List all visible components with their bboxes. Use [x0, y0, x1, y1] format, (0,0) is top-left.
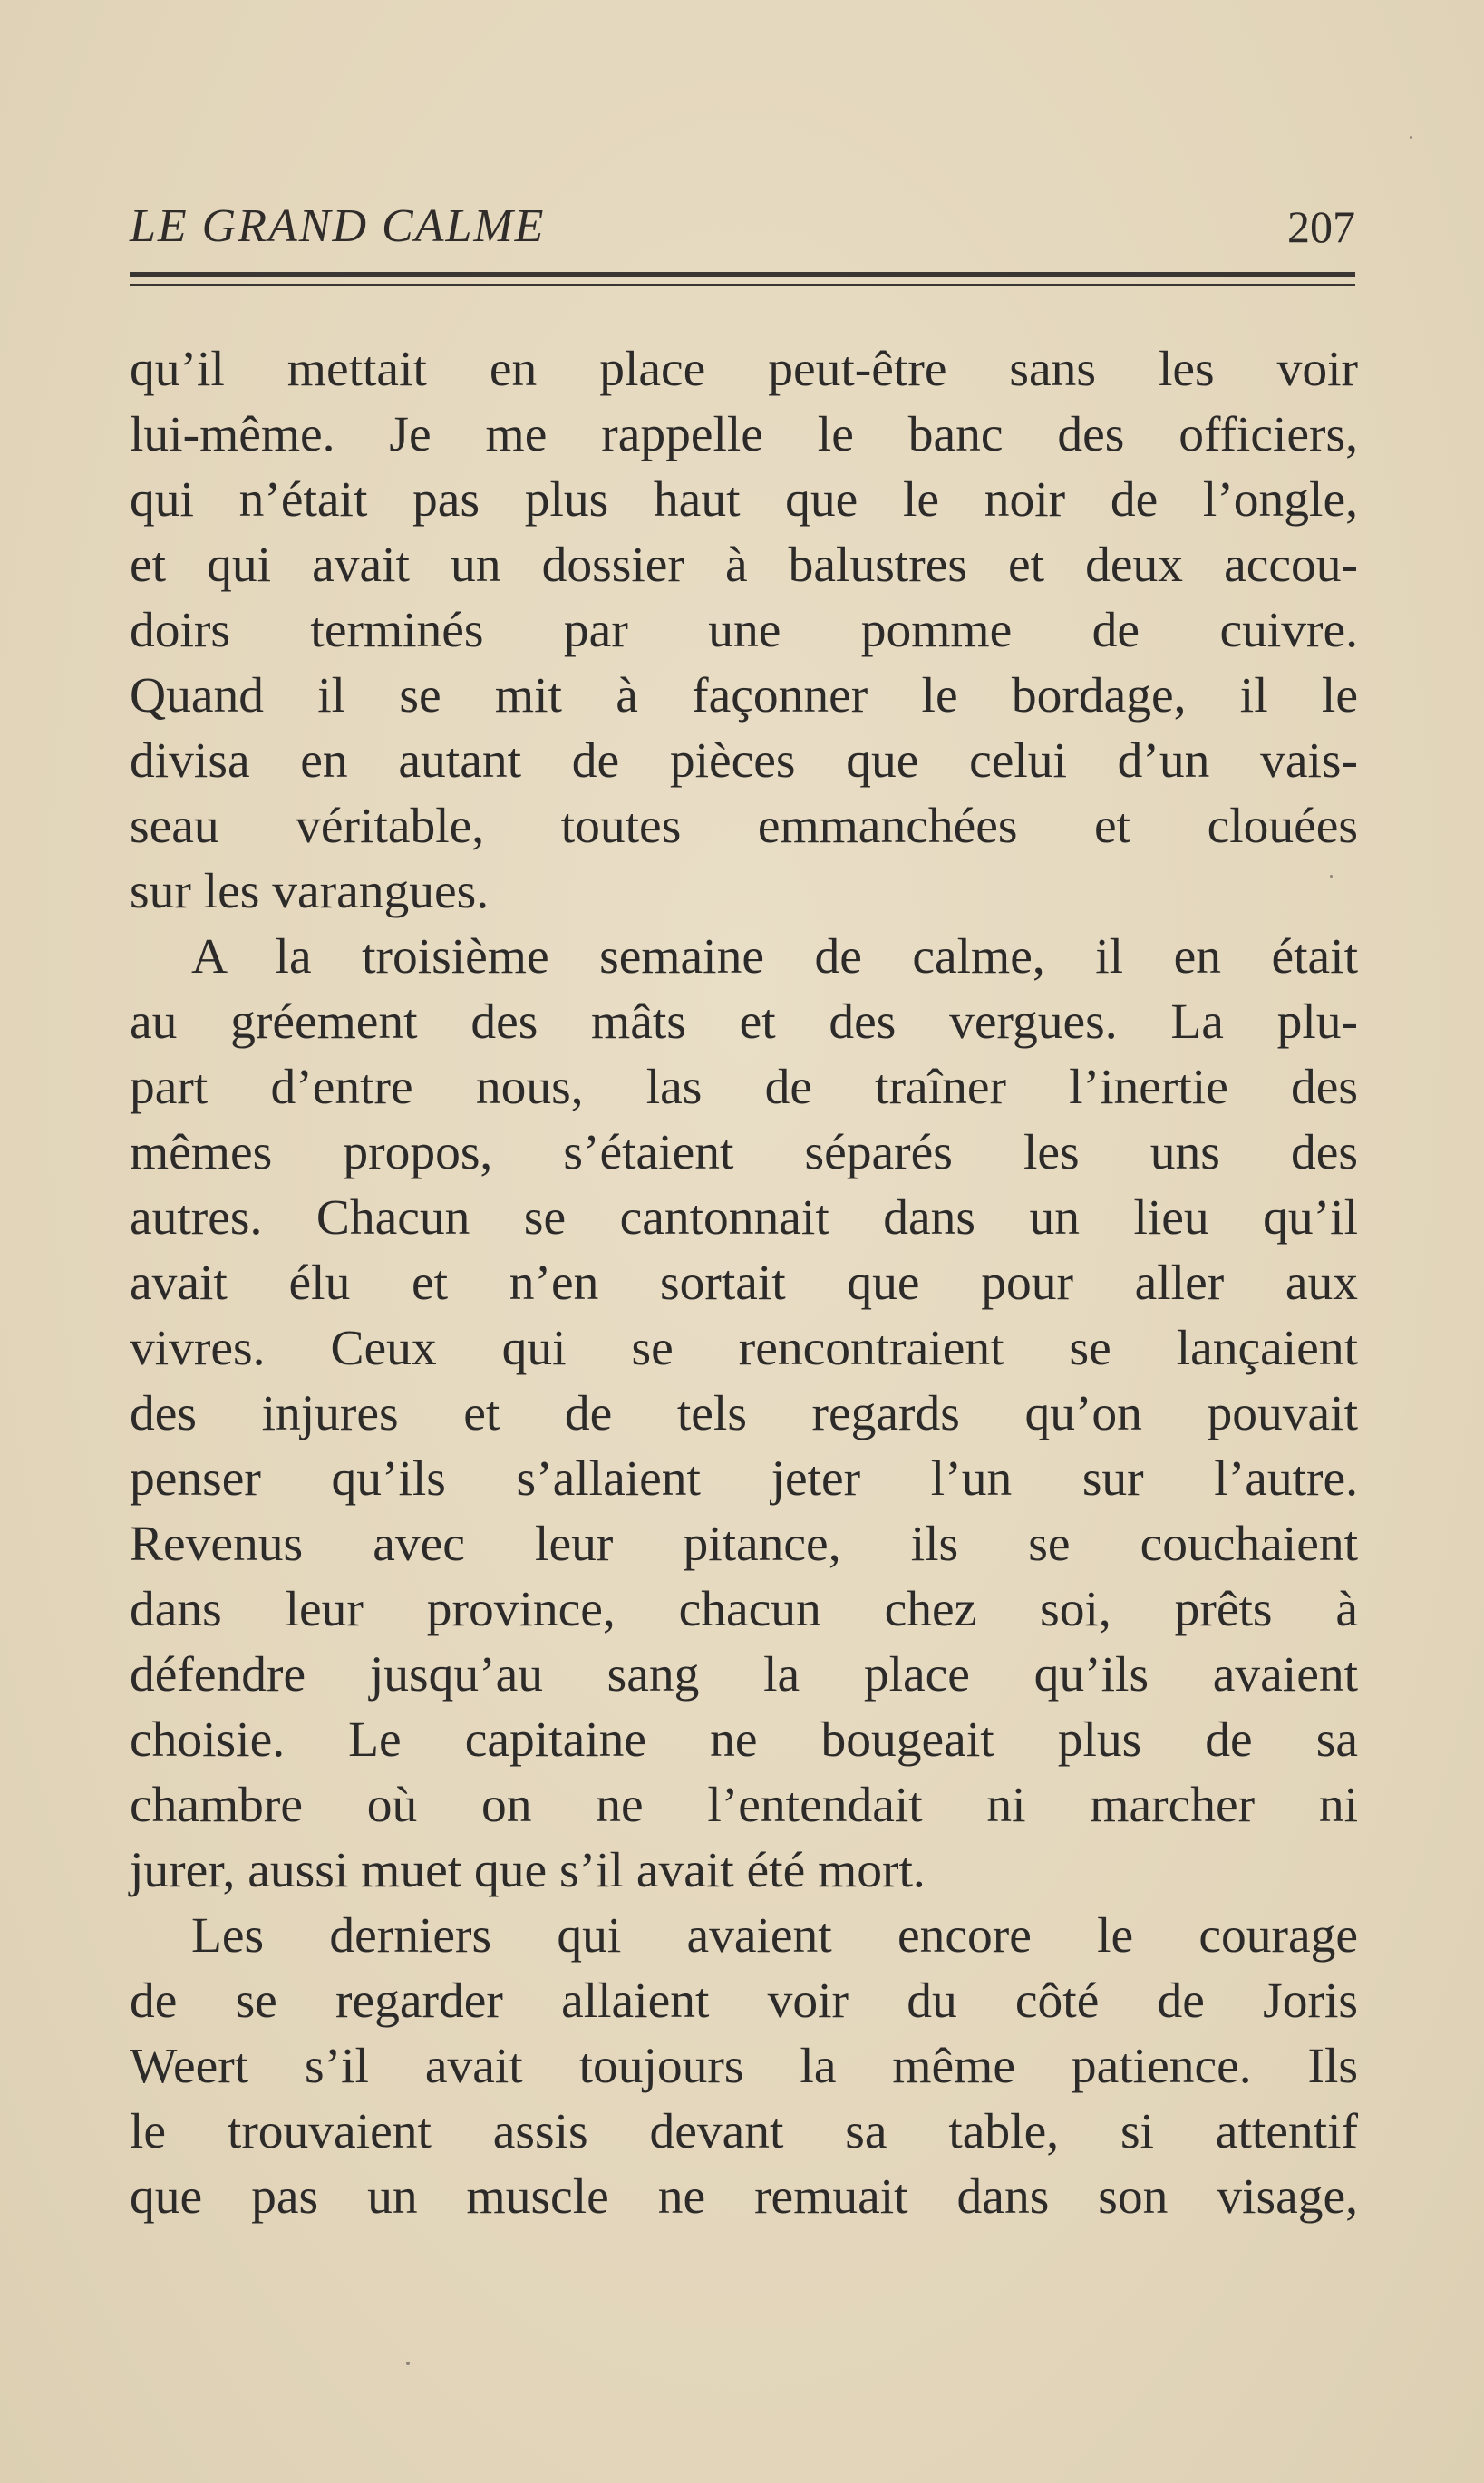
text-line: choisie. Le capitaine ne bougeait plus de sa	[130, 1712, 1358, 1768]
header-rule-thin	[130, 284, 1355, 286]
text-line: dans leur province, chacun chez soi, prêts à	[130, 1582, 1358, 1637]
text-line: Les derniers qui avaient encore le courage	[191, 1908, 1358, 1964]
text-line: A la troisième semaine de calme, il en était	[191, 929, 1358, 984]
text-line: des injures et de tels regards qu’on pouvait	[130, 1386, 1358, 1441]
text-line: de se regarder allaient voir du côté de Joris	[130, 1974, 1358, 2029]
text-line: divisa en autant de pièces que celui d’un vais-	[130, 733, 1358, 789]
text-line: doirs terminés par une pomme de cuivre.	[130, 603, 1358, 658]
text-line: seau véritable, toutes emmanchées et clouées	[130, 799, 1358, 854]
page-number: 207	[1287, 201, 1355, 252]
body-text	[130, 337, 1358, 2230]
text-line: chambre où on ne l’entendait ni marcher ni	[130, 1778, 1358, 1833]
page-header	[130, 195, 1355, 258]
text-line: et qui avait un dossier à balustres et deux accou-	[130, 538, 1358, 593]
text-line: Quand il se mit à façonner le bordage, il le	[130, 668, 1358, 723]
paper-speck	[1410, 136, 1412, 139]
text-line: vivres. Ceux qui se rencontraient se lançaient	[130, 1321, 1358, 1376]
text-line: Revenus avec leur pitance, ils se couchaient	[130, 1517, 1358, 1572]
text-line: penser qu’ils s’allaient jeter l’un sur l’autre.	[130, 1451, 1358, 1507]
paper-speck	[1330, 875, 1333, 878]
text-line: défendre jusqu’au sang la place qu’ils avaient	[130, 1647, 1358, 1702]
header-rule	[130, 272, 1355, 277]
running-title: LE GRAND CALME	[130, 200, 546, 252]
text-line: qu’il mettait en place peut-être sans les voir	[130, 342, 1358, 397]
text-line: sur les varangues.	[130, 864, 490, 919]
paper-speck	[406, 2362, 410, 2365]
text-line: Weert s’il avait toujours la même patience. Ils	[130, 2039, 1358, 2094]
text-line: le trouvaient assis devant sa table, si attentif	[130, 2104, 1358, 2159]
text-line: avait élu et n’en sortait que pour aller aux	[130, 1256, 1358, 1311]
text-line: que pas un muscle ne remuait dans son visage,	[130, 2169, 1358, 2225]
text-line: mêmes propos, s’étaient séparés les uns des	[130, 1125, 1358, 1180]
text-line: au gréement des mâts et des vergues. La plu-	[130, 994, 1358, 1050]
text-line: part d’entre nous, las de traîner l’inertie des	[130, 1060, 1358, 1115]
text-line: qui n’était pas plus haut que le noir de l’ongle,	[130, 472, 1358, 528]
text-line: lui-même. Je me rappelle le banc des officiers,	[130, 407, 1358, 462]
text-line: jurer, aussi muet que s’il avait été mort.	[130, 1843, 926, 1898]
text-line: autres. Chacun se cantonnait dans un lieu qu’il	[130, 1190, 1358, 1246]
